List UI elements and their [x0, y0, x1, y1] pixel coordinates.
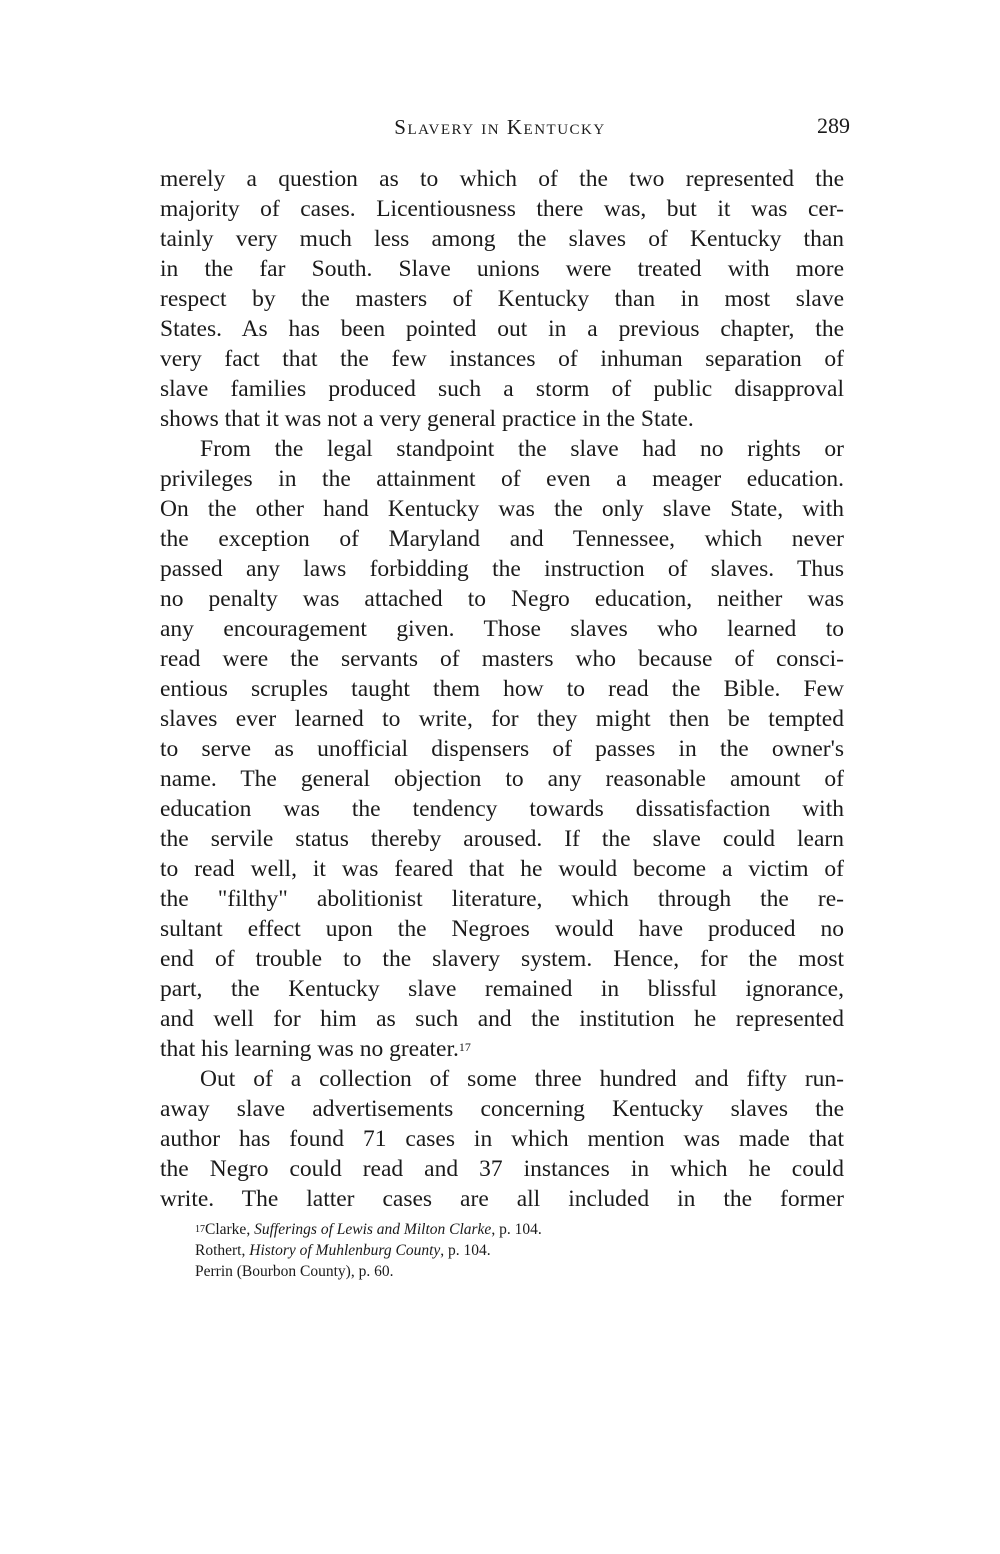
text-line: States. As has been pointed out in a previous chapter, the [160, 316, 844, 342]
page-number: 289 [817, 113, 850, 138]
text-line: the "filthy" abolitionist literature, which through the re- [160, 886, 844, 912]
text-line: From the legal standpoint the slave had no rights or [200, 436, 844, 462]
text-line: to read well, it was feared that he would become a victim of [160, 856, 844, 882]
text-line: no penalty was attached to Negro education, neither was [160, 586, 844, 612]
text-line: end of trouble to the slavery system. Hence, for the most [160, 946, 844, 972]
footnote-reference: 17 [458, 1040, 471, 1054]
footnote-title: Sufferings of Lewis and Milton Clarke [254, 1221, 492, 1238]
body-text [160, 164, 844, 1214]
text-line: Out of a collection of some three hundred and fifty run- [200, 1066, 844, 1092]
text-line: sultant effect upon the Negroes would have produced no [160, 916, 844, 942]
text-line: read were the servants of masters who because of consci- [160, 646, 844, 672]
text-line-content: that his learning was no greater. [160, 1036, 459, 1062]
text-line: the exception of Maryland and Tennessee, which never [160, 526, 844, 552]
text-line: merely a question as to which of the two represented the [160, 166, 844, 192]
text-line: education was the tendency towards dissatisfaction with [160, 796, 844, 822]
text-line: privileges in the attainment of even a meager education. [160, 466, 844, 492]
text-line: to serve as unofficial dispensers of passes in the owner's [160, 736, 844, 762]
footnote-number: 17 [195, 1224, 205, 1235]
text-line: any encouragement given. Those slaves who learned to [160, 616, 844, 642]
text-line: respect by the masters of Kentucky than in most slave [160, 286, 844, 312]
footnote-author: Perrin (Bourbon County), p. 60. [195, 1263, 394, 1280]
text-line: the servile status thereby aroused. If the slave could learn [160, 826, 844, 852]
text-line: shows that it was not a very general practice in the State. [160, 406, 694, 432]
text-line: and well for him as such and the institution he represented [160, 1006, 844, 1032]
text-line: majority of cases. Licentiousness there was, but it was cer- [160, 196, 844, 222]
footnote-author: Rothert, [195, 1242, 250, 1259]
text-line: slave families produced such a storm of public disapproval [160, 376, 844, 402]
footnote-rest: , p. 104. [440, 1242, 491, 1259]
running-head [160, 113, 850, 143]
text-line: author has found 71 cases in which mention was made that [160, 1126, 844, 1152]
footnote-entry [195, 1240, 835, 1261]
running-title: Slavery in Kentucky [394, 115, 606, 139]
footnote-author: Clarke, [205, 1221, 255, 1238]
text-line: entious scruples taught them how to read the Bible. Few [160, 676, 844, 702]
text-line: the Negro could read and 37 instances in which he could [160, 1156, 844, 1182]
text-line: slaves ever learned to write, for they might then be tempted [160, 706, 844, 732]
text-line: passed any laws forbidding the instruction of slaves. Thus [160, 556, 844, 582]
text-line: away slave advertisements concerning Kentucky slaves the [160, 1096, 844, 1122]
text-line: part, the Kentucky slave remained in blissful ignorance, [160, 976, 844, 1002]
footnote-rest: , p. 104. [491, 1221, 542, 1238]
text-line: tainly very much less among the slaves of Kentucky than [160, 226, 844, 252]
text-line [160, 1034, 844, 1064]
footnote-entry [195, 1219, 835, 1240]
footnote-title: History of Muhlenburg County [249, 1242, 441, 1259]
text-line: name. The general objection to any reasonable amount of [160, 766, 844, 792]
text-line: On the other hand Kentucky was the only slave State, with [160, 496, 844, 522]
footnotes [195, 1219, 835, 1282]
text-line: very fact that the few instances of inhuman separation of [160, 346, 844, 372]
text-line: in the far South. Slave unions were treated with more [160, 256, 844, 282]
footnote-entry [195, 1261, 835, 1282]
text-line: write. The latter cases are all included in the former [160, 1186, 844, 1212]
